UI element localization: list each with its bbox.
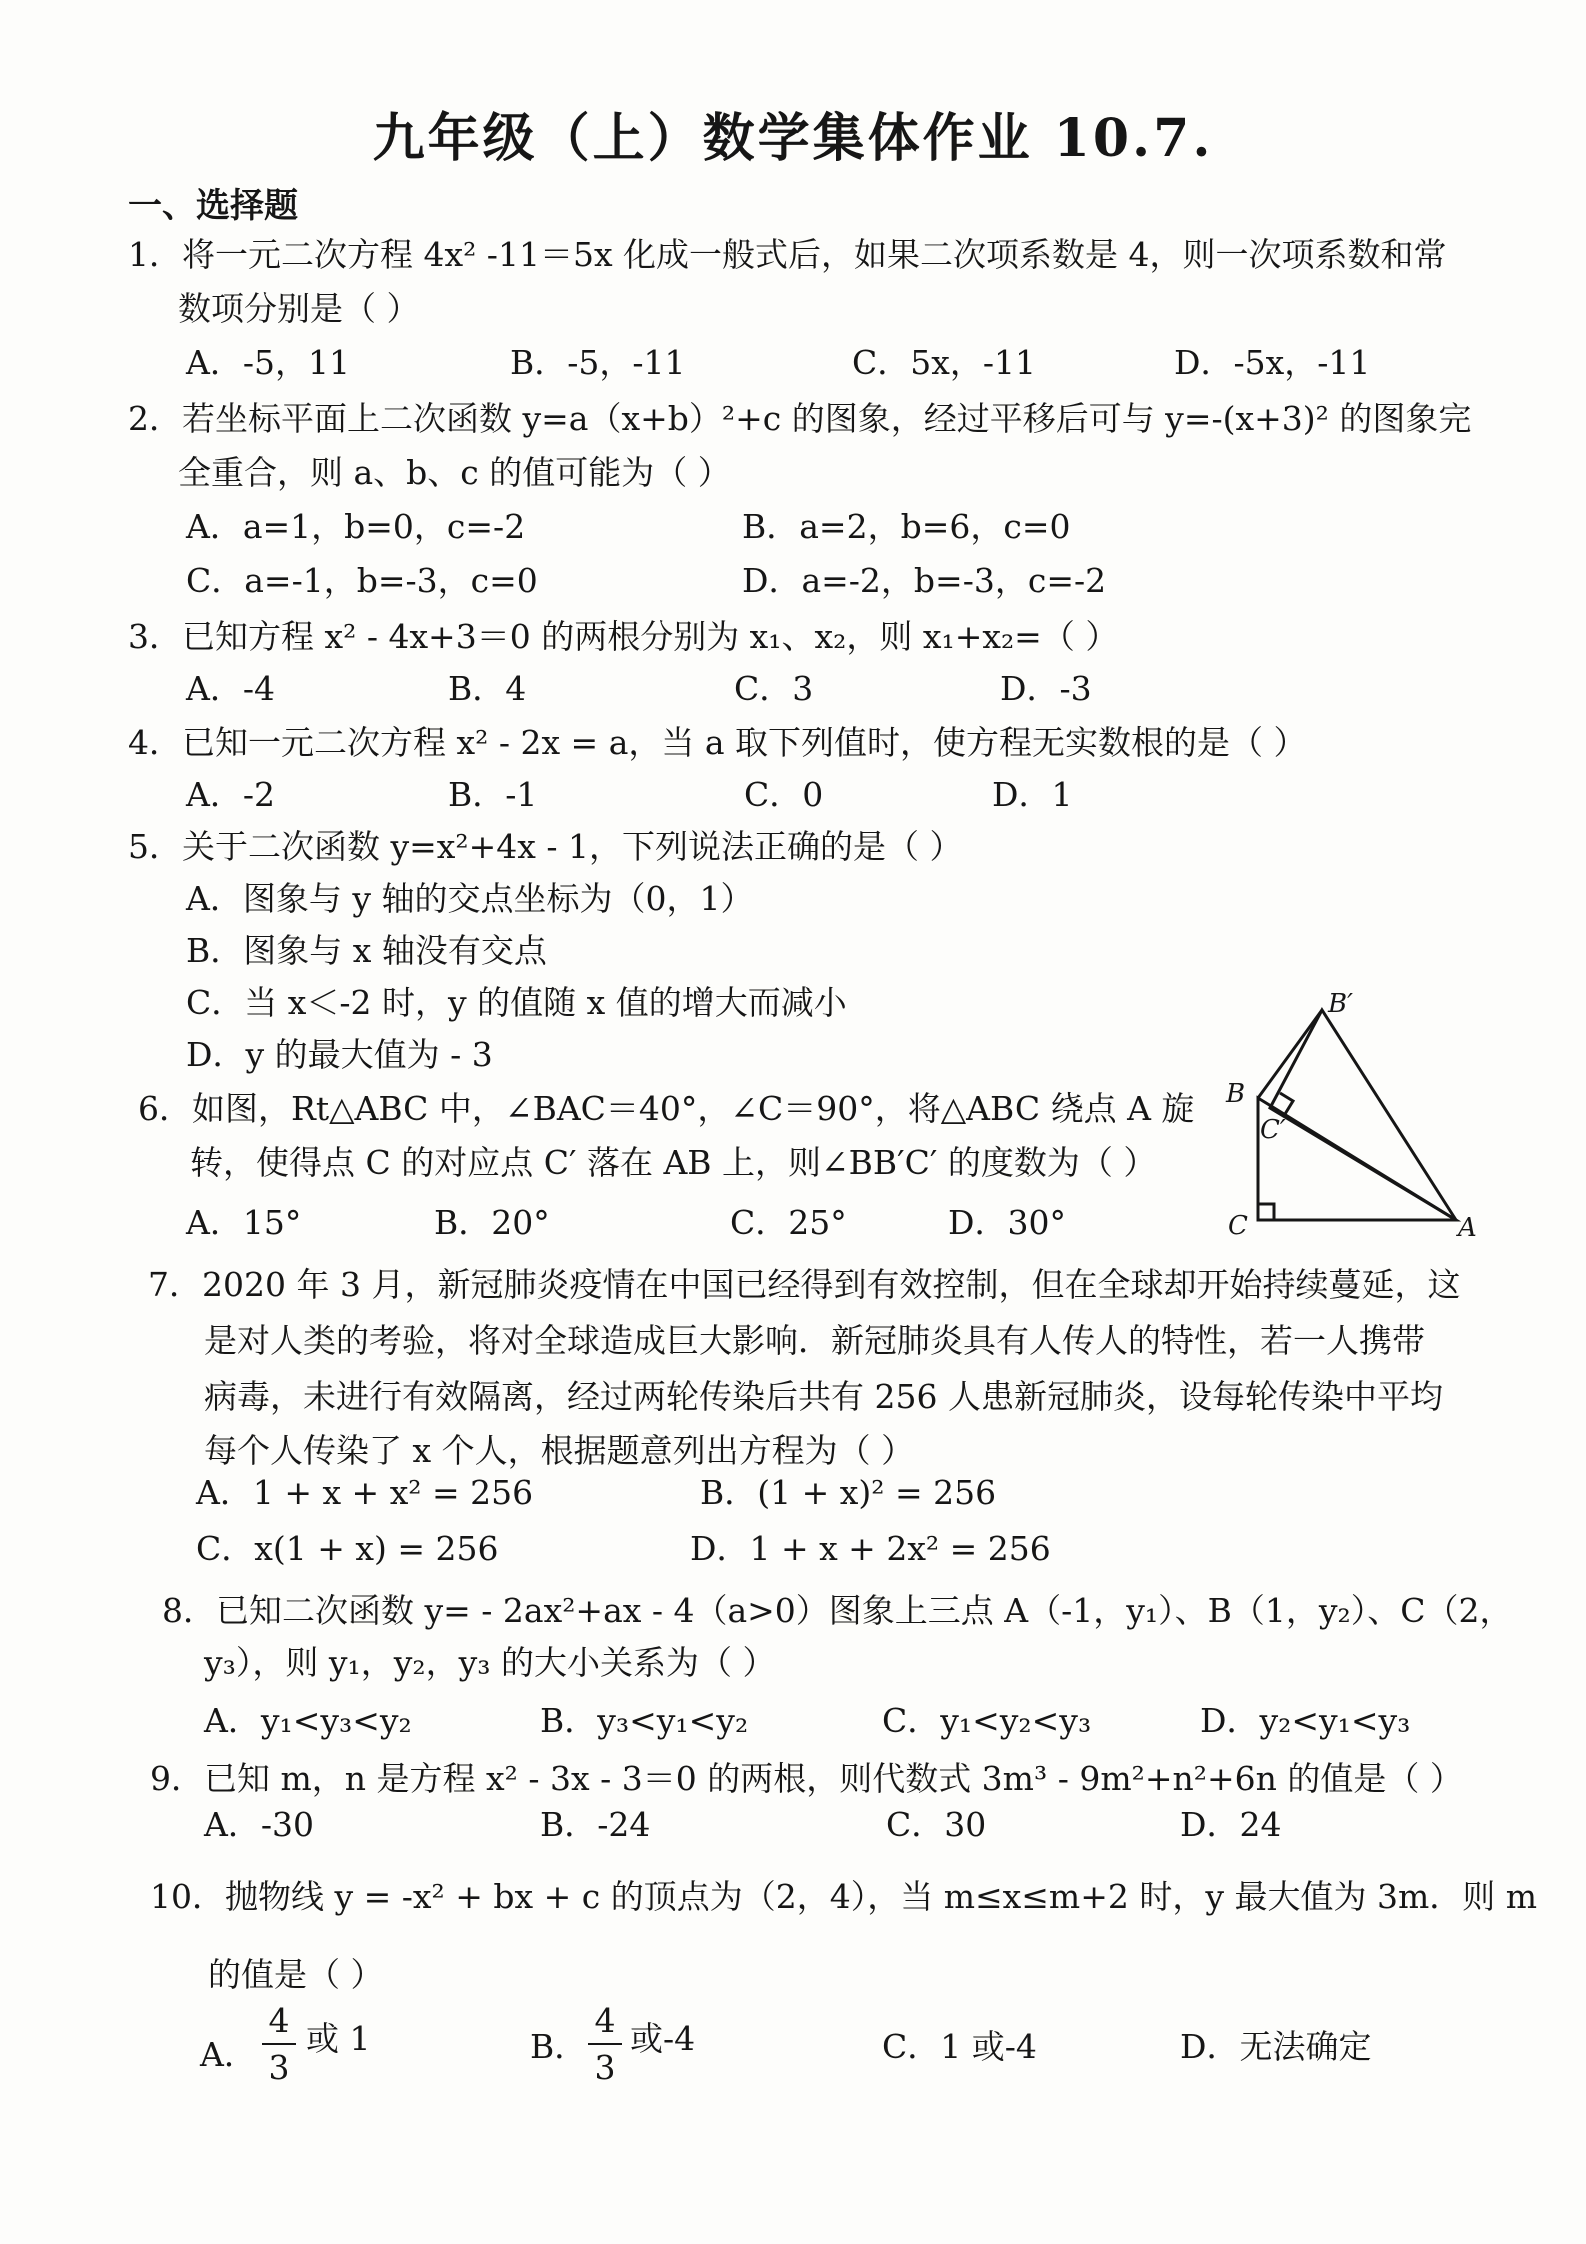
question-5-option-d: D．y 的最大值为 - 3 [186, 1035, 493, 1074]
question-9-option-d: D．24 [1180, 1805, 1282, 1844]
question-8-option-a: A．y₁<y₃<y₂ [204, 1701, 412, 1740]
question-1-option-b: B．-5，-11 [510, 343, 686, 382]
question-2-option-c: C．a=-1，b=-3，c=0 [186, 561, 538, 600]
question-10-option-c: C．1 或-4 [882, 2027, 1037, 2066]
question-4-option-c: C．0 [744, 775, 824, 814]
question-2-option-b: B．a=2，b=6，c=0 [742, 507, 1071, 546]
question-3-text: 3．已知方程 x² - 4x+3＝0 的两根分别为 x₁、x₂，则 x₁+x₂=（ ） [128, 617, 1119, 656]
question-4-option-d: D．1 [992, 775, 1073, 814]
question-3-option-a: A．-4 [186, 669, 275, 708]
label-b-prime: B′ [1328, 990, 1354, 1019]
question-2-text-line-1: 2．若坐标平面上二次函数 y=a（x+b）²+c 的图象，经过平移后可与 y=-(x+3)² 的图象完 [128, 399, 1472, 438]
question-10-option-a-rest: 或 1 [306, 2019, 371, 2058]
question-10-text-line-1: 10．抛物线 y = -x² + bx + c 的顶点为（2，4），当 m≤x≤m+2 时，y 最大值为 3m．则 m [150, 1877, 1538, 1916]
label-c: C [1228, 1211, 1248, 1240]
fraction-numerator: 4 [262, 2004, 296, 2045]
question-9-option-b: B．-24 [540, 1805, 651, 1844]
question-4-option-a: A．-2 [186, 775, 275, 814]
question-8-text-line-1: 8．已知二次函数 y= - 2ax²+ax - 4（a>0）图象上三点 A（-1，y₁）、B（1，y₂）、C（2， [162, 1591, 1513, 1630]
question-3-option-d: D．-3 [1000, 669, 1092, 708]
question-8-option-c: C．y₁<y₂<y₃ [882, 1701, 1092, 1740]
question-7-option-c: C．x(1 + x) = 256 [196, 1529, 499, 1568]
question-8-option-d: D．y₂<y₁<y₃ [1200, 1701, 1411, 1740]
question-9-text: 9．已知 m，n 是方程 x² - 3x - 3＝0 的两根，则代数式 3m³ - 9m²+n²+6n 的值是（ ） [150, 1759, 1463, 1798]
question-7-option-a: A．1 + x + x² = 256 [196, 1473, 534, 1512]
question-1-option-c: C．5x，-11 [852, 343, 1036, 382]
question-7-option-d: D．1 + x + 2x² = 256 [690, 1529, 1051, 1568]
question-4-option-b: B．-1 [448, 775, 538, 814]
question-1-option-d: D．-5x，-11 [1174, 343, 1371, 382]
question-9-option-a: A．-30 [204, 1805, 314, 1844]
section-heading: 一、选择题 [128, 186, 298, 226]
question-10-option-b-rest: 或-4 [630, 2019, 696, 2058]
question-10-option-a-label: A． [200, 2035, 257, 2074]
right-angle-c [1258, 1204, 1274, 1220]
question-2-text-line-2: 全重合，则 a、b、c 的值可能为（ ） [178, 453, 731, 492]
question-5-option-a: A．图象与 y 轴的交点坐标为（0，1） [186, 879, 754, 918]
label-b: B [1226, 1079, 1246, 1109]
question-5-option-b: B．图象与 x 轴没有交点 [186, 931, 547, 970]
fraction-denominator: 3 [594, 2048, 616, 2087]
question-8-text-line-2: y₃），则 y₁，y₂，y₃ 的大小关系为（ ） [204, 1643, 776, 1682]
question-4-text: 4．已知一元二次方程 x² - 2x = a，当 a 取下列值时，使方程无实数根的是（ ） [128, 723, 1307, 762]
question-1-text-line-1: 1．将一元二次方程 4x² -11＝5x 化成一般式后，如果二次项系数是 4，则一次项系数和常 [128, 235, 1447, 274]
question-5-text: 5．关于二次函数 y=x²+4x - 1，下列说法正确的是（ ） [128, 827, 963, 866]
question-7-text-line-3: 病毒，未进行有效隔离，经过两轮传染后共有 256 人患新冠肺炎，设每轮传染中平均 [204, 1377, 1443, 1416]
question-6-text-line-2: 转，使得点 C 的对应点 C′ 落在 AB 上，则∠BB′C′ 的度数为（ ） [190, 1143, 1157, 1182]
question-5-option-c: C．当 x＜-2 时，y 的值随 x 值的增大而减小 [186, 983, 847, 1022]
question-7-text-line-1: 7．2020 年 3 月，新冠肺炎疫情在中国已经得到有效控制，但在全球却开始持续蔓延，这 [148, 1265, 1461, 1304]
question-2-option-a: A．a=1，b=0，c=-2 [186, 507, 526, 546]
question-9-option-c: C．30 [886, 1805, 987, 1844]
question-2-option-d: D．a=-2，b=-3，c=-2 [742, 561, 1107, 600]
question-8-option-b: B．y₃<y₁<y₂ [540, 1701, 749, 1740]
question-6-option-b: B．20° [434, 1203, 550, 1242]
question-6-option-d: D．30° [948, 1203, 1066, 1242]
segment-bb-prime [1258, 1010, 1322, 1098]
question-1-text-line-2: 数项分别是（ ） [178, 289, 420, 328]
page-title: 九年级（上）数学集体作业 10.7. [372, 108, 1214, 169]
question-7-text-line-2: 是对人类的考验，将对全球造成巨大影响．新冠肺炎具有人传人的特性，若一人携带 [204, 1321, 1425, 1360]
question-10-option-b-label: B． [530, 2027, 588, 2066]
question-3-option-b: B．4 [448, 669, 527, 708]
label-a: A [1458, 1213, 1477, 1240]
question-7-text-line-4: 每个人传染了 x 个人，根据题意列出方程为（ ） [204, 1431, 915, 1470]
question-6-option-a: A．15° [186, 1203, 302, 1242]
question-1-option-a: A．-5，11 [186, 343, 350, 382]
fraction-denominator: 3 [268, 2048, 290, 2087]
question-3-option-c: C．3 [734, 669, 814, 708]
question-6-text-line-1: 6．如图，Rt△ABC 中，∠BAC＝40°，∠C＝90°，将△ABC 绕点 A 旋 [138, 1089, 1195, 1128]
label-c-prime: C′ [1260, 1115, 1286, 1145]
right-angle-c-prime [1280, 1093, 1293, 1114]
question-10-option-b-fraction [588, 2001, 622, 2087]
triangle-figure [1220, 990, 1480, 1240]
question-10-option-d: D．无法确定 [1180, 2027, 1372, 2066]
question-7-option-b: B．(1 + x)² = 256 [700, 1473, 997, 1512]
question-6-option-c: C．25° [730, 1203, 847, 1242]
fraction-numerator: 4 [588, 2004, 622, 2045]
question-10-option-a-fraction [262, 2001, 296, 2087]
question-10-text-line-2: 的值是（ ） [208, 1955, 384, 1994]
